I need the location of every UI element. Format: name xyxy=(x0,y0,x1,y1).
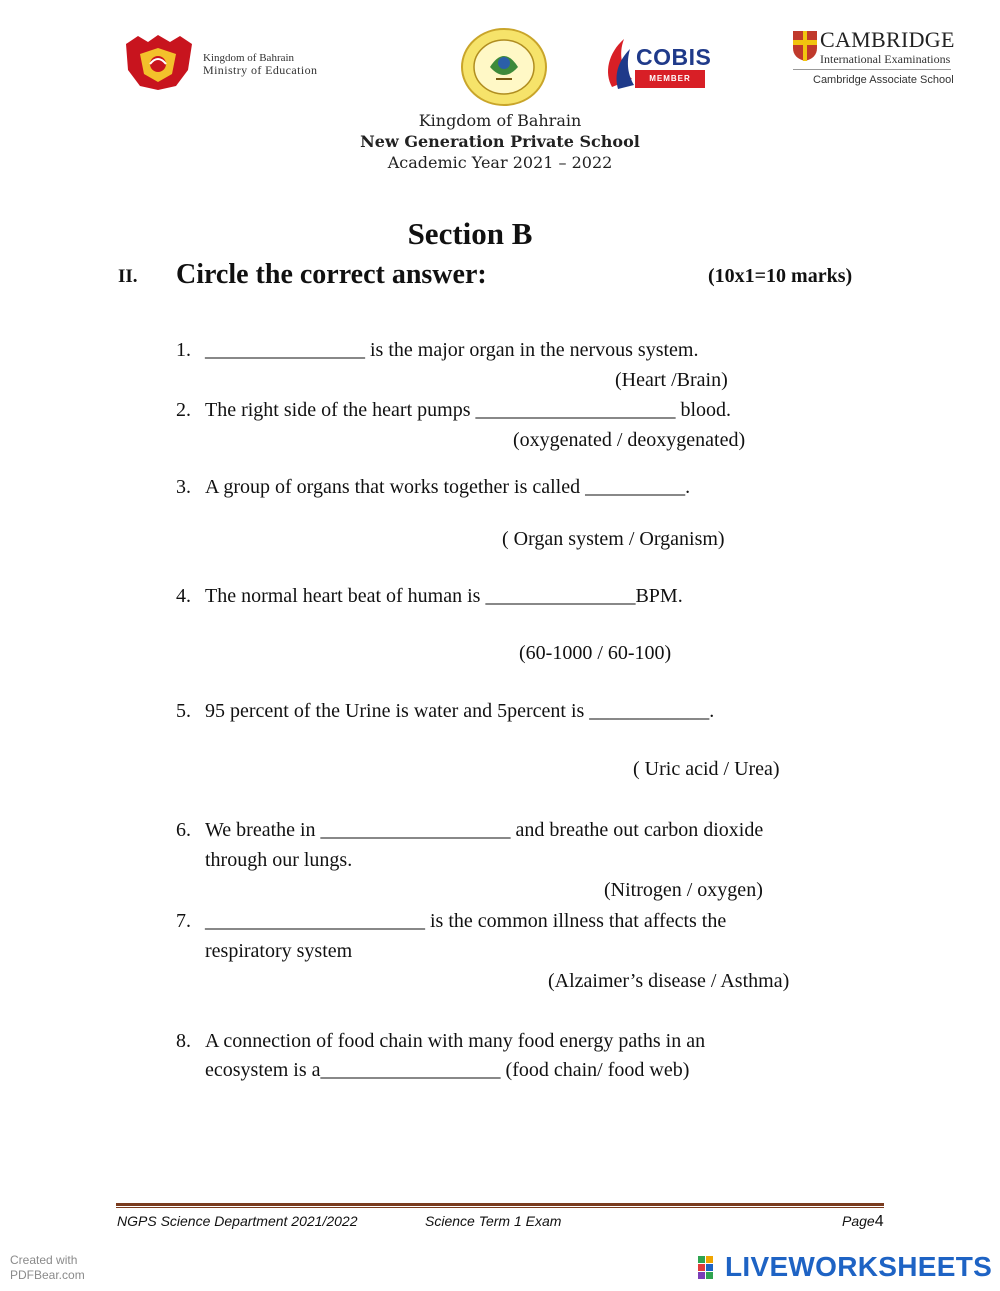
question-number: 6. xyxy=(176,819,191,841)
question-text: The normal heart beat of human is _______________BPM. xyxy=(205,585,683,607)
cobis-member-badge: MEMBER xyxy=(635,70,705,88)
question-number: 3. xyxy=(176,476,191,498)
question-number: 2. xyxy=(176,399,191,421)
question-number: 1. xyxy=(176,339,191,361)
question-number: 5. xyxy=(176,700,191,722)
header-country: Kingdom of Bahrain xyxy=(418,111,582,130)
section-instruction: Circle the correct answer: xyxy=(176,259,487,290)
question-options: (oxygenated / deoxygenated) xyxy=(513,429,746,451)
ministry-caption xyxy=(203,52,317,76)
footer-department: NGPS Science Department 2021/2022 xyxy=(117,1213,358,1229)
question-text: A group of organs that works together is called __________. xyxy=(205,476,691,498)
question-text: 95 percent of the Urine is water and 5percent is ____________. xyxy=(205,700,715,722)
question-text: The right side of the heart pumps ____________________ blood. xyxy=(205,399,732,421)
question-text: ______________________ is the common illness that affects the xyxy=(205,910,727,932)
question-text: We breathe in ___________________ and breathe out carbon dioxide xyxy=(205,819,764,841)
question-options: (Nitrogen / oxygen) xyxy=(604,879,763,901)
liveworksheets-logo-icon xyxy=(697,1255,723,1281)
footer-rule xyxy=(116,1203,884,1206)
footer-page-number: 4 xyxy=(874,1213,884,1230)
question-text-continued: through our lungs. xyxy=(205,849,353,871)
question-options: (60-1000 / 60-100) xyxy=(519,642,672,664)
cambridge-subtitle: International Examinations xyxy=(820,52,951,66)
question-options: (Alzaimer’s disease / Asthma) xyxy=(548,970,790,992)
pdfbear-watermark xyxy=(10,1253,85,1283)
cambridge-title: CAMBRIDGE xyxy=(820,27,955,52)
moe-line2: Ministry of Education xyxy=(203,63,318,77)
question-text-continued: ecosystem is a__________________ (food chain/ food web) xyxy=(205,1059,690,1081)
cambridge-associate: Cambridge Associate School xyxy=(813,74,954,86)
liveworksheets-wordmark[interactable]: LIVEWORKSHEETS xyxy=(725,1251,993,1282)
header-school-name: New Generation Private School xyxy=(360,132,640,151)
question-text-continued: respiratory system xyxy=(205,940,353,962)
pdfbear-link[interactable]: PDFBear.com xyxy=(10,1268,85,1282)
section-title: Section B xyxy=(407,216,533,251)
section-marks: (10x1=10 marks) xyxy=(708,265,853,287)
question-number: 4. xyxy=(176,585,191,607)
question-options: ( Organ system / Organism) xyxy=(502,528,725,550)
school-seal-logo xyxy=(460,27,548,107)
footer-rule-thin xyxy=(116,1207,884,1208)
question-options: (Heart /Brain) xyxy=(615,369,728,391)
cambridge-divider xyxy=(793,69,951,70)
created-with-text: Created with xyxy=(10,1253,78,1267)
footer-exam: Science Term 1 Exam xyxy=(425,1213,562,1229)
moe-line1: Kingdom of Bahrain xyxy=(203,52,295,64)
question-text: A connection of food chain with many food energy paths in an xyxy=(205,1030,706,1052)
question-number: 7. xyxy=(176,910,191,932)
header-academic-year: Academic Year 2021 – 2022 xyxy=(387,153,613,172)
footer-page xyxy=(842,1213,884,1231)
cobis-wordmark: COBIS xyxy=(636,44,712,70)
question-text: ________________ is the major organ in the nervous system. xyxy=(205,339,699,361)
footer-page-label: Page xyxy=(842,1213,875,1229)
section-roman-numeral: II. xyxy=(118,266,138,287)
cambridge-shield-icon xyxy=(792,30,818,62)
question-options: ( Uric acid / Urea) xyxy=(633,758,780,780)
question-number: 8. xyxy=(176,1030,191,1052)
